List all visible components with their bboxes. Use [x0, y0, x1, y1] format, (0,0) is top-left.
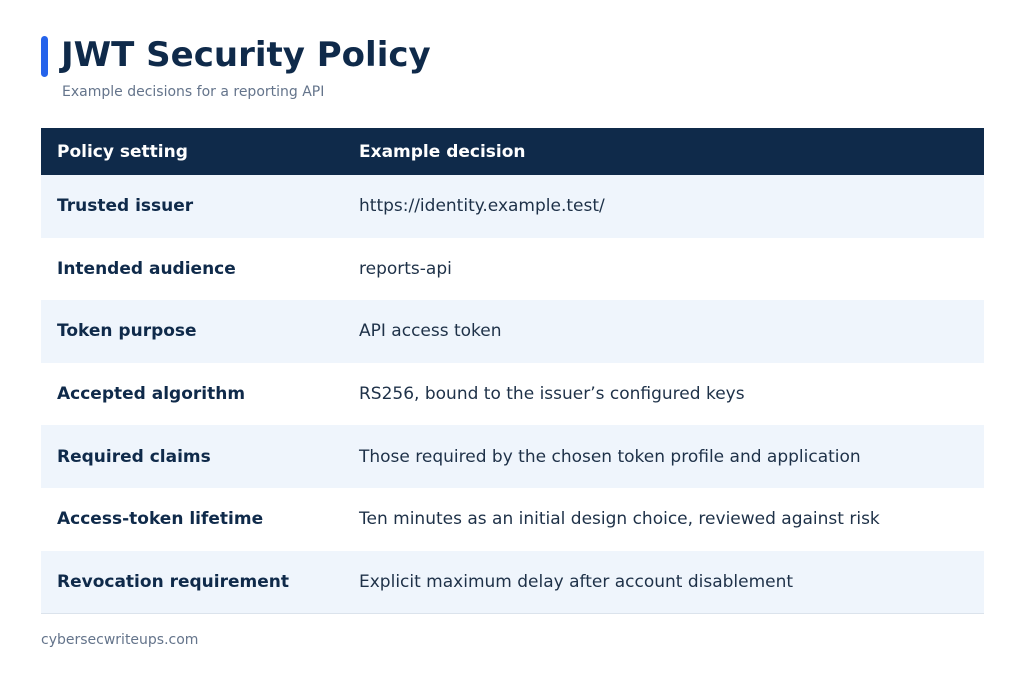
table-row — [41, 488, 984, 551]
title-accent-bar — [41, 36, 48, 77]
table-row — [41, 551, 984, 614]
example-decision-cell: API access token — [343, 300, 984, 363]
column-header-policy-setting: Policy setting — [41, 128, 343, 175]
policy-setting-cell: Token purpose — [41, 300, 343, 363]
table-row — [41, 175, 984, 238]
table-row — [41, 363, 984, 426]
example-decision-cell: Ten minutes as an initial design choice, reviewed against risk — [343, 488, 984, 551]
policy-setting-cell: Access-token lifetime — [41, 488, 343, 551]
table-header-row — [41, 128, 984, 175]
example-decision-cell: https://identity.example.test/ — [343, 175, 984, 238]
policy-setting-cell: Intended audience — [41, 238, 343, 301]
example-decision-cell: reports-api — [343, 238, 984, 301]
page-subtitle: Example decisions for a reporting API — [62, 84, 325, 100]
policy-setting-cell: Trusted issuer — [41, 175, 343, 238]
policy-setting-cell: Revocation requirement — [41, 551, 343, 614]
column-header-example-decision: Example decision — [343, 128, 984, 175]
table-row — [41, 425, 984, 488]
table-row — [41, 300, 984, 363]
example-decision-cell: Those required by the chosen token profile and application — [343, 425, 984, 488]
table-row — [41, 238, 984, 301]
example-decision-cell: Explicit maximum delay after account disablement — [343, 551, 984, 614]
policy-setting-cell: Required claims — [41, 425, 343, 488]
footer-site-name: cybersecwriteups.com — [41, 632, 199, 648]
page-title: JWT Security Policy — [61, 35, 431, 75]
policy-table — [41, 128, 984, 614]
policy-setting-cell: Accepted algorithm — [41, 363, 343, 426]
example-decision-cell: RS256, bound to the issuer’s configured keys — [343, 363, 984, 426]
